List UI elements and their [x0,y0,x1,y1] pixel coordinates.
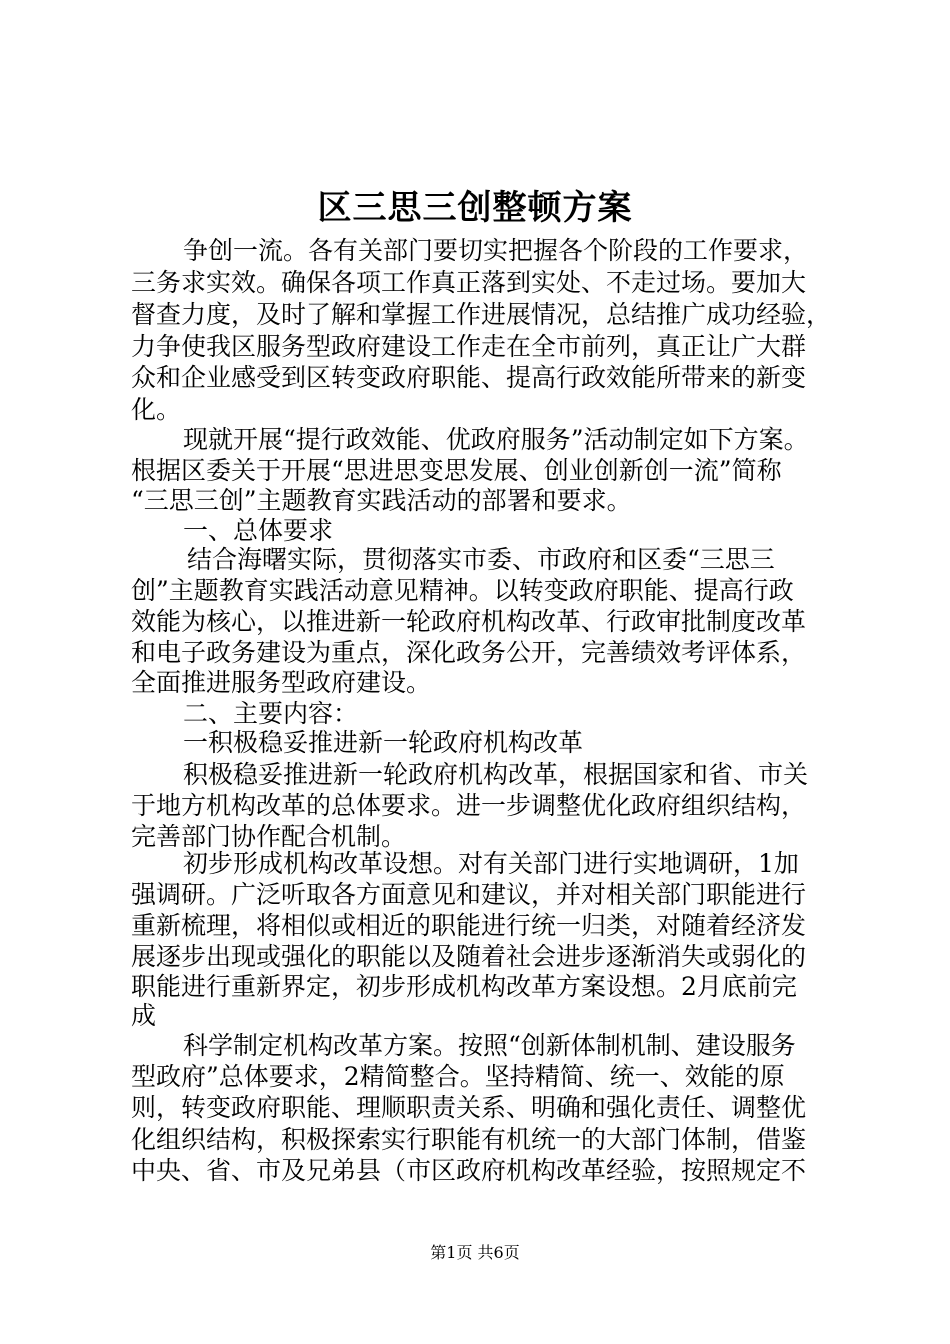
body-line: 力争使我区服务型政府建设工作走在全市前列，真正让广大群 [131,332,807,361]
body-line: 全面推进服务型政府建设。 [131,668,432,697]
body-line: 成 [131,1001,157,1030]
section-heading: 一、总体要求 [183,516,334,545]
body-line: 重新梳理，将相似或相近的职能进行统一归类，对随着经济发 [131,911,807,940]
body-line: 积极稳妥推进新一轮政府机构改革，根据国家和省、市关 [183,760,809,789]
body-line: “三思三创”主题教育实践活动的部署和要求。 [131,486,632,515]
body-line: 职能进行重新界定，初步形成机构改革方案设想。2月底前完 [131,972,797,1001]
body-line: 根据区委关于开展“思进思变思发展、创业创新创一流”简称 [131,456,782,485]
body-line: 三务求实效。确保各项工作真正落到实处、不走过场。要加大 [131,268,807,297]
body-line: 现就开展“提行政效能、优政府服务”活动制定如下方案。 [183,425,809,454]
body-line: 和电子政务建设为重点，深化政务公开，完善绩效考评体系， [131,638,807,667]
body-line: 化。 [131,395,182,424]
body-line: 则，转变政府职能、理顺职责关系、明确和强化责任、调整优 [131,1093,807,1122]
body-line: 化组织结构，积极探索实行职能有机统一的大部门体制，借鉴 [131,1125,807,1154]
body-line: 强调研。广泛听取各方面意见和建议，并对相关部门职能进行 [131,880,807,909]
body-line: 效能为核心，以推进新一轮政府机构改革、行政审批制度改革 [131,607,807,636]
body-line: 完善部门协作配合机制。 [131,822,407,851]
subsection-heading: 一积极稳妥推进新一轮政府机构改革 [183,728,584,757]
body-line: 创”主题教育实践活动意见精神。以转变政府职能、提高行政 [131,576,794,605]
body-line: 展逐步出现或强化的职能以及随着社会进步逐渐消失或弱化的 [131,942,807,971]
body-line: 型政府”总体要求，2精简整合。坚持精简、统一、效能的原 [131,1062,785,1091]
body-line: 争创一流。各有关部门要切实把握各个阶段的工作要求， [183,236,809,265]
section-heading: 二、主要内容： [183,699,359,728]
body-line: 结合海曙实际，贯彻落实市委、市政府和区委“三思三 [187,545,775,574]
page-number: 第1页 共6页 [430,1243,520,1262]
body-line: 众和企业感受到区转变政府职能、提高行政效能所带来的新变 [131,363,807,392]
body-line: 中央、省、市及兄弟县（市区政府机构改革经验，按照规定不 [131,1156,807,1185]
document-title: 区三思三创整顿方案 [317,188,633,228]
body-line: 初步形成机构改革设想。对有关部门进行实地调研，1加 [183,849,799,878]
body-line: 于地方机构改革的总体要求。进一步调整优化政府组织结构， [131,791,807,820]
body-line: 督查力度，及时了解和掌握工作进展情况，总结推广成功经验， [131,300,832,329]
body-line: 科学制定机构改革方案。按照“创新体制机制、建设服务 [183,1031,796,1060]
